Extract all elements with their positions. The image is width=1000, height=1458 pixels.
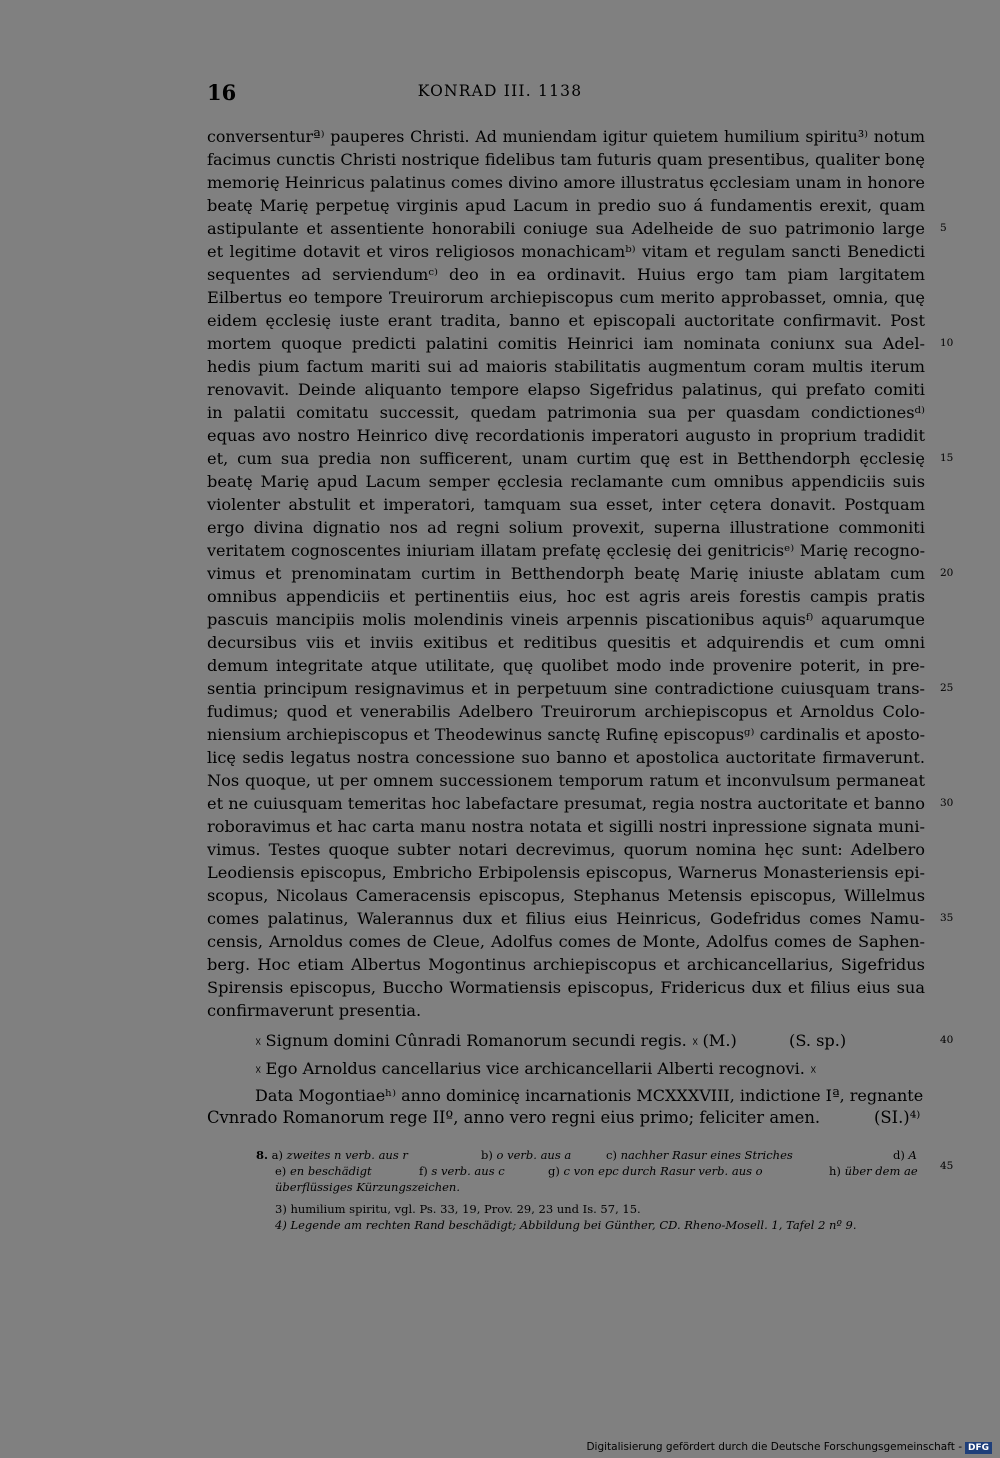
text-line: vimus. Testes quoque subter notari decrevimus, quorum nomina hęc sunt: Adelbero xyxy=(207,840,925,859)
cross-icon: ☓ xyxy=(255,1035,261,1049)
text-line: roboravimus et hac carta manu nostra notata et sigilli nostri inpressione signata muni- xyxy=(207,817,925,836)
text-line: confirmaverunt presentia. xyxy=(207,1001,422,1020)
line-number: 15 xyxy=(940,452,954,464)
text-line: violenter abstulit et imperatori, tamquam sua esset, inter cętera donavit. Postquam xyxy=(207,495,925,514)
text-line: sentia principum resignavimus et in perpetuum sine contradictione cuiusquam trans- xyxy=(207,679,925,698)
text-line: conversenturª⁾ pauperes Christi. Ad muniendam igitur quietem humilium spiritu³⁾ notum xyxy=(207,127,925,146)
text-line: astipulante et assentiente honorabili coniuge sua Adelheide de suo patrimonio large xyxy=(207,219,925,238)
dfg-logo: DFG xyxy=(965,1442,992,1454)
seal-si: (SI.)⁴⁾ xyxy=(874,1108,921,1127)
text-line: beatę Marię perpetuę virginis apud Lacum in predio suo á fundamentis erexit, quam xyxy=(207,196,925,215)
text-line: niensium archiepiscopus et Theodewinus sanctę Rufinę episcopusᵍ⁾ cardinalis et aposto- xyxy=(207,725,925,744)
line-number: 25 xyxy=(940,682,954,694)
dating-line-1: Data Mogontiaeʰ⁾ anno dominicę incarnationis MCXXXVIII, indictione Iª, regnante xyxy=(255,1086,924,1105)
line-number: 40 xyxy=(940,1034,954,1046)
text-line: Nos quoque, ut per omnem successionem temporum ratum et inconvulsum permaneat xyxy=(207,771,925,790)
text-line: hedis pium factum mariti sui ad maioris stabilitatis augmentum coram multis iterum xyxy=(207,357,925,376)
cross-icon: ☓ xyxy=(691,1035,698,1049)
text-line: eidem ęcclesię iuste erant tradita, banno et episcopali auctoritate confirmavit. Post xyxy=(207,311,925,330)
footnote-4: 4) Legende am rechten Rand beschädigt; Abbildung bei Günther, CD. Rheno-Mosell. 1, Tafel 2 nº 9. xyxy=(275,1218,857,1232)
text-line: veritatem cognoscentes iniuriam illatam prefatę ęcclesię dei genitricisᵉ⁾ Marię recogno- xyxy=(207,541,925,560)
page-number: 16 xyxy=(207,80,237,105)
text-line: et legitime dotavit et viros religiosos monachicamᵇ⁾ vitam et regulam sancti Benedicti xyxy=(207,242,925,261)
text-line: licę sedis legatus nostra concessione suo banno et apostolica auctoritate firmaverunt. xyxy=(207,748,925,767)
footer-credit xyxy=(586,1441,992,1454)
footer-text: Digitalisierung gefördert durch die Deutsche Forschungsgemeinschaft - xyxy=(586,1441,962,1453)
seal-sp: (S. sp.) xyxy=(789,1031,847,1050)
text-line: decursibus viis et inviis exitibus et reditibus quesitis et adquirendis et cum omni xyxy=(207,633,925,652)
line-number: 45 xyxy=(940,1160,954,1172)
text-line: Spirensis episcopus, Buccho Wormatiensis episcopus, Fridericus dux et filius eius sua xyxy=(207,978,925,997)
text-line: memorię Heinricus palatinus comes divino amore illustratus ęcclesiam unam in honore xyxy=(207,173,925,192)
running-head: KONRAD III. 1138 xyxy=(417,82,583,100)
text-line: renovavit. Deinde aliquanto tempore elapso Sigefridus palatinus, qui prefato comiti xyxy=(207,380,925,399)
recognition-text: Ego Arnoldus cancellarius vice archicancellarii Alberti recognovi. xyxy=(265,1059,805,1078)
line-number: 35 xyxy=(940,912,954,924)
signum-line xyxy=(255,1029,737,1052)
page-header xyxy=(0,80,1000,104)
text-line: et ne cuiusquam temeritas hoc labefactare presumat, regia nostra auctoritate et banno xyxy=(207,794,925,813)
line-number: 5 xyxy=(940,222,947,234)
text-line: equas avo nostro Heinrico divę recordationis imperatori augusto in proprium tradidit xyxy=(207,426,925,445)
text-line: Eilbertus eo tempore Treuirorum archiepiscopus cum merito approbasset, omnia, quę xyxy=(207,288,925,307)
text-line: in palatii comitatu successit, quedam patrimonia sua per quasdam condictionesᵈ⁾ xyxy=(207,403,925,422)
text-line: scopus, Nicolaus Cameracensis episcopus, Stephanus Metensis episcopus, Willelmus xyxy=(207,886,925,905)
footnote-line-1: 8. a) zweites n verb. aus r xyxy=(256,1148,408,1162)
cross-icon: ☓ xyxy=(255,1063,261,1077)
text-line: beatę Marię apud Lacum semper ęcclesia reclamante cum omnibus appendiciis suis xyxy=(207,472,925,491)
monogram: (M.) xyxy=(702,1031,737,1050)
line-number: 20 xyxy=(940,567,954,579)
text-line: pascuis mancipiis molis molendinis vineis arpennis piscationibus aquisᶠ⁾ aquarumque xyxy=(207,610,925,629)
footnote-line-2: e) en beschädigt xyxy=(275,1164,372,1178)
text-line: facimus cunctis Christi nostrique fidelibus tam futuris quam presentibus, qualiter bonę xyxy=(207,150,925,169)
recognition-line xyxy=(255,1057,815,1080)
text-line: omnibus appendiciis et pertinentiis eius, hoc est agris areis forestis campis pratis xyxy=(207,587,925,606)
doc-number: 8. xyxy=(256,1148,269,1162)
text-line: demum integritate atque utilitate, quę quolibet modo inde provenire poterit, in pre- xyxy=(207,656,925,675)
text-line: fudimus; quod et venerabilis Adelbero Treuirorum archiepiscopus et Arnoldus Colo- xyxy=(207,702,925,721)
text-line: mortem quoque predicti palatini comitis Heinrici iam nominata coniunx sua Adel- xyxy=(207,334,925,353)
text-line: censis, Arnoldus comes de Cleue, Adolfus comes de Monte, Adolfus comes de Saphen- xyxy=(207,932,925,951)
text-line: et, cum sua predia non sufficerent, unam curtim quę est in Betthendorph ęcclesię xyxy=(207,449,925,468)
cross-icon: ☓ xyxy=(810,1063,816,1077)
footnote-line-3: überflüssiges Kürzungszeichen. xyxy=(275,1180,460,1194)
text-line: comes palatinus, Walerannus dux et filius eius Heinricus, Godefridus comes Namu- xyxy=(207,909,925,928)
line-number: 30 xyxy=(940,797,954,809)
text-line: sequentes ad serviendumᶜ⁾ deo in ea ordinavit. Huius ergo tam piam largitatem xyxy=(207,265,925,284)
text-line: berg. Hoc etiam Albertus Mogontinus archiepiscopus et archicancellarius, Sigefridus xyxy=(207,955,925,974)
text-line: vimus et prenominatam curtim in Betthendorph beatę Marię iniuste ablatam cum xyxy=(207,564,925,583)
line-number: 10 xyxy=(940,337,954,349)
footnote-3: 3) humilium spiritu, vgl. Ps. 33, 19, Prov. 29, 23 und Is. 57, 15. xyxy=(275,1202,641,1216)
text-line: Leodiensis episcopus, Embricho Erbipolensis episcopus, Warnerus Monasteriensis epi- xyxy=(207,863,925,882)
signum-text: Signum domini Cûnradi Romanorum secundi regis. xyxy=(265,1031,687,1050)
text-line: ergo divina dignatio nos ad regni solium provexit, superna illustratione commoniti xyxy=(207,518,925,537)
dating-line-2: Cvnrado Romanorum rege IIº, anno vero regni eius primo; feliciter amen. xyxy=(207,1108,821,1127)
